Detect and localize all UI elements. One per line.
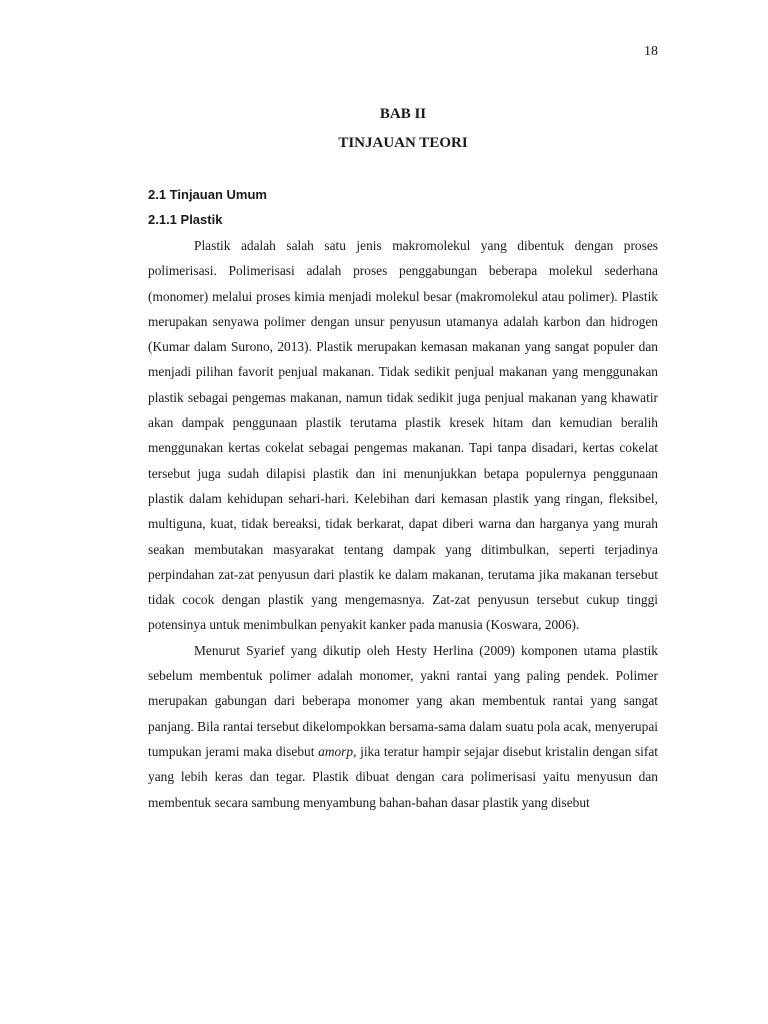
- paragraph-2-part-2: , jika teratur hampir sejajar disebut kristalin dengan sifat yang lebih keras dan tegar. Plastik dibuat dengan cara polimerisasi yaitu menyusun dan membentuk secara sambung menyambung bahan-bahan dasar plastik yang disebut: [148, 743, 658, 810]
- page-number: 18: [644, 44, 658, 59]
- subsection-heading: 2.1.1 Plastik: [148, 212, 223, 227]
- paragraph-2-part-1: Menurut Syarief yang dikutip oleh Hesty Herlina (2009) komponen utama plastik sebelum membentuk polimer adalah monomer, yakni rantai yang paling pendek. Polimer merupakan gabungan dari beberapa monomer yang akan membentuk rantai yang sangat panjang. Bila rantai tersebut dikelompokkan bersama-sama dalam suatu pola acak, menyerupai tumpukan jerami maka disebut: [148, 642, 658, 759]
- paragraph-2-italic-term: amorp: [318, 743, 354, 759]
- chapter-label: BAB II: [379, 106, 427, 122]
- paragraph-2: [148, 638, 658, 815]
- section-heading: 2.1 Tinjauan Umum: [148, 187, 267, 202]
- chapter-title: TINJAUAN TEORI: [338, 135, 468, 151]
- body-text: [148, 233, 658, 815]
- paragraph-1: Plastik adalah salah satu jenis makromolekul yang dibentuk dengan proses polimerisasi. Polimerisasi adalah proses penggabungan beberapa molekul sederhana (monomer) melalui proses kimia menjadi molekul besar (makromolekul atau polimer). Plastik merupakan senyawa polimer dengan unsur penyusun utamanya adalah karbon dan hidrogen (Kumar dalam Surono, 2013). Plastik merupakan kemasan makanan yang sangat populer dan menjadi pilihan favorit penjual makanan. Tidak sedikit penjual makanan yang menggunakan plastik sebagai pengemas makanan, namun tidak sedikit juga penjual makanan yang khawatir akan dampak penggunaan plastik terutama plastik kresek hitam dan kemudian beralih menggunakan kertas cokelat sebagai pengemas makanan. Tapi tanpa disadari, kertas cokelat tersebut juga sudah dilapisi plastik dan ini menunjukkan betapa populernya penggunaan plastik dalam kehidupan sehari-hari. Kelebihan dari kemasan plastik yang ringan, fleksibel, multiguna, kuat, tidak bereaksi, tidak berkarat, dapat diberi warna dan harganya yang murah seakan membutakan masyarakat tentang dampak yang ditimbulkan, seperti terjadinya perpindahan zat-zat penyusun dari plastik ke dalam makanan, terutama jika makanan tersebut tidak cocok dengan plastik yang mengemasnya. Zat-zat penyusun tersebut cukup tinggi potensinya untuk menimbulkan penyakit kanker pada manusia (Koswara, 2006).: [148, 238, 658, 633]
